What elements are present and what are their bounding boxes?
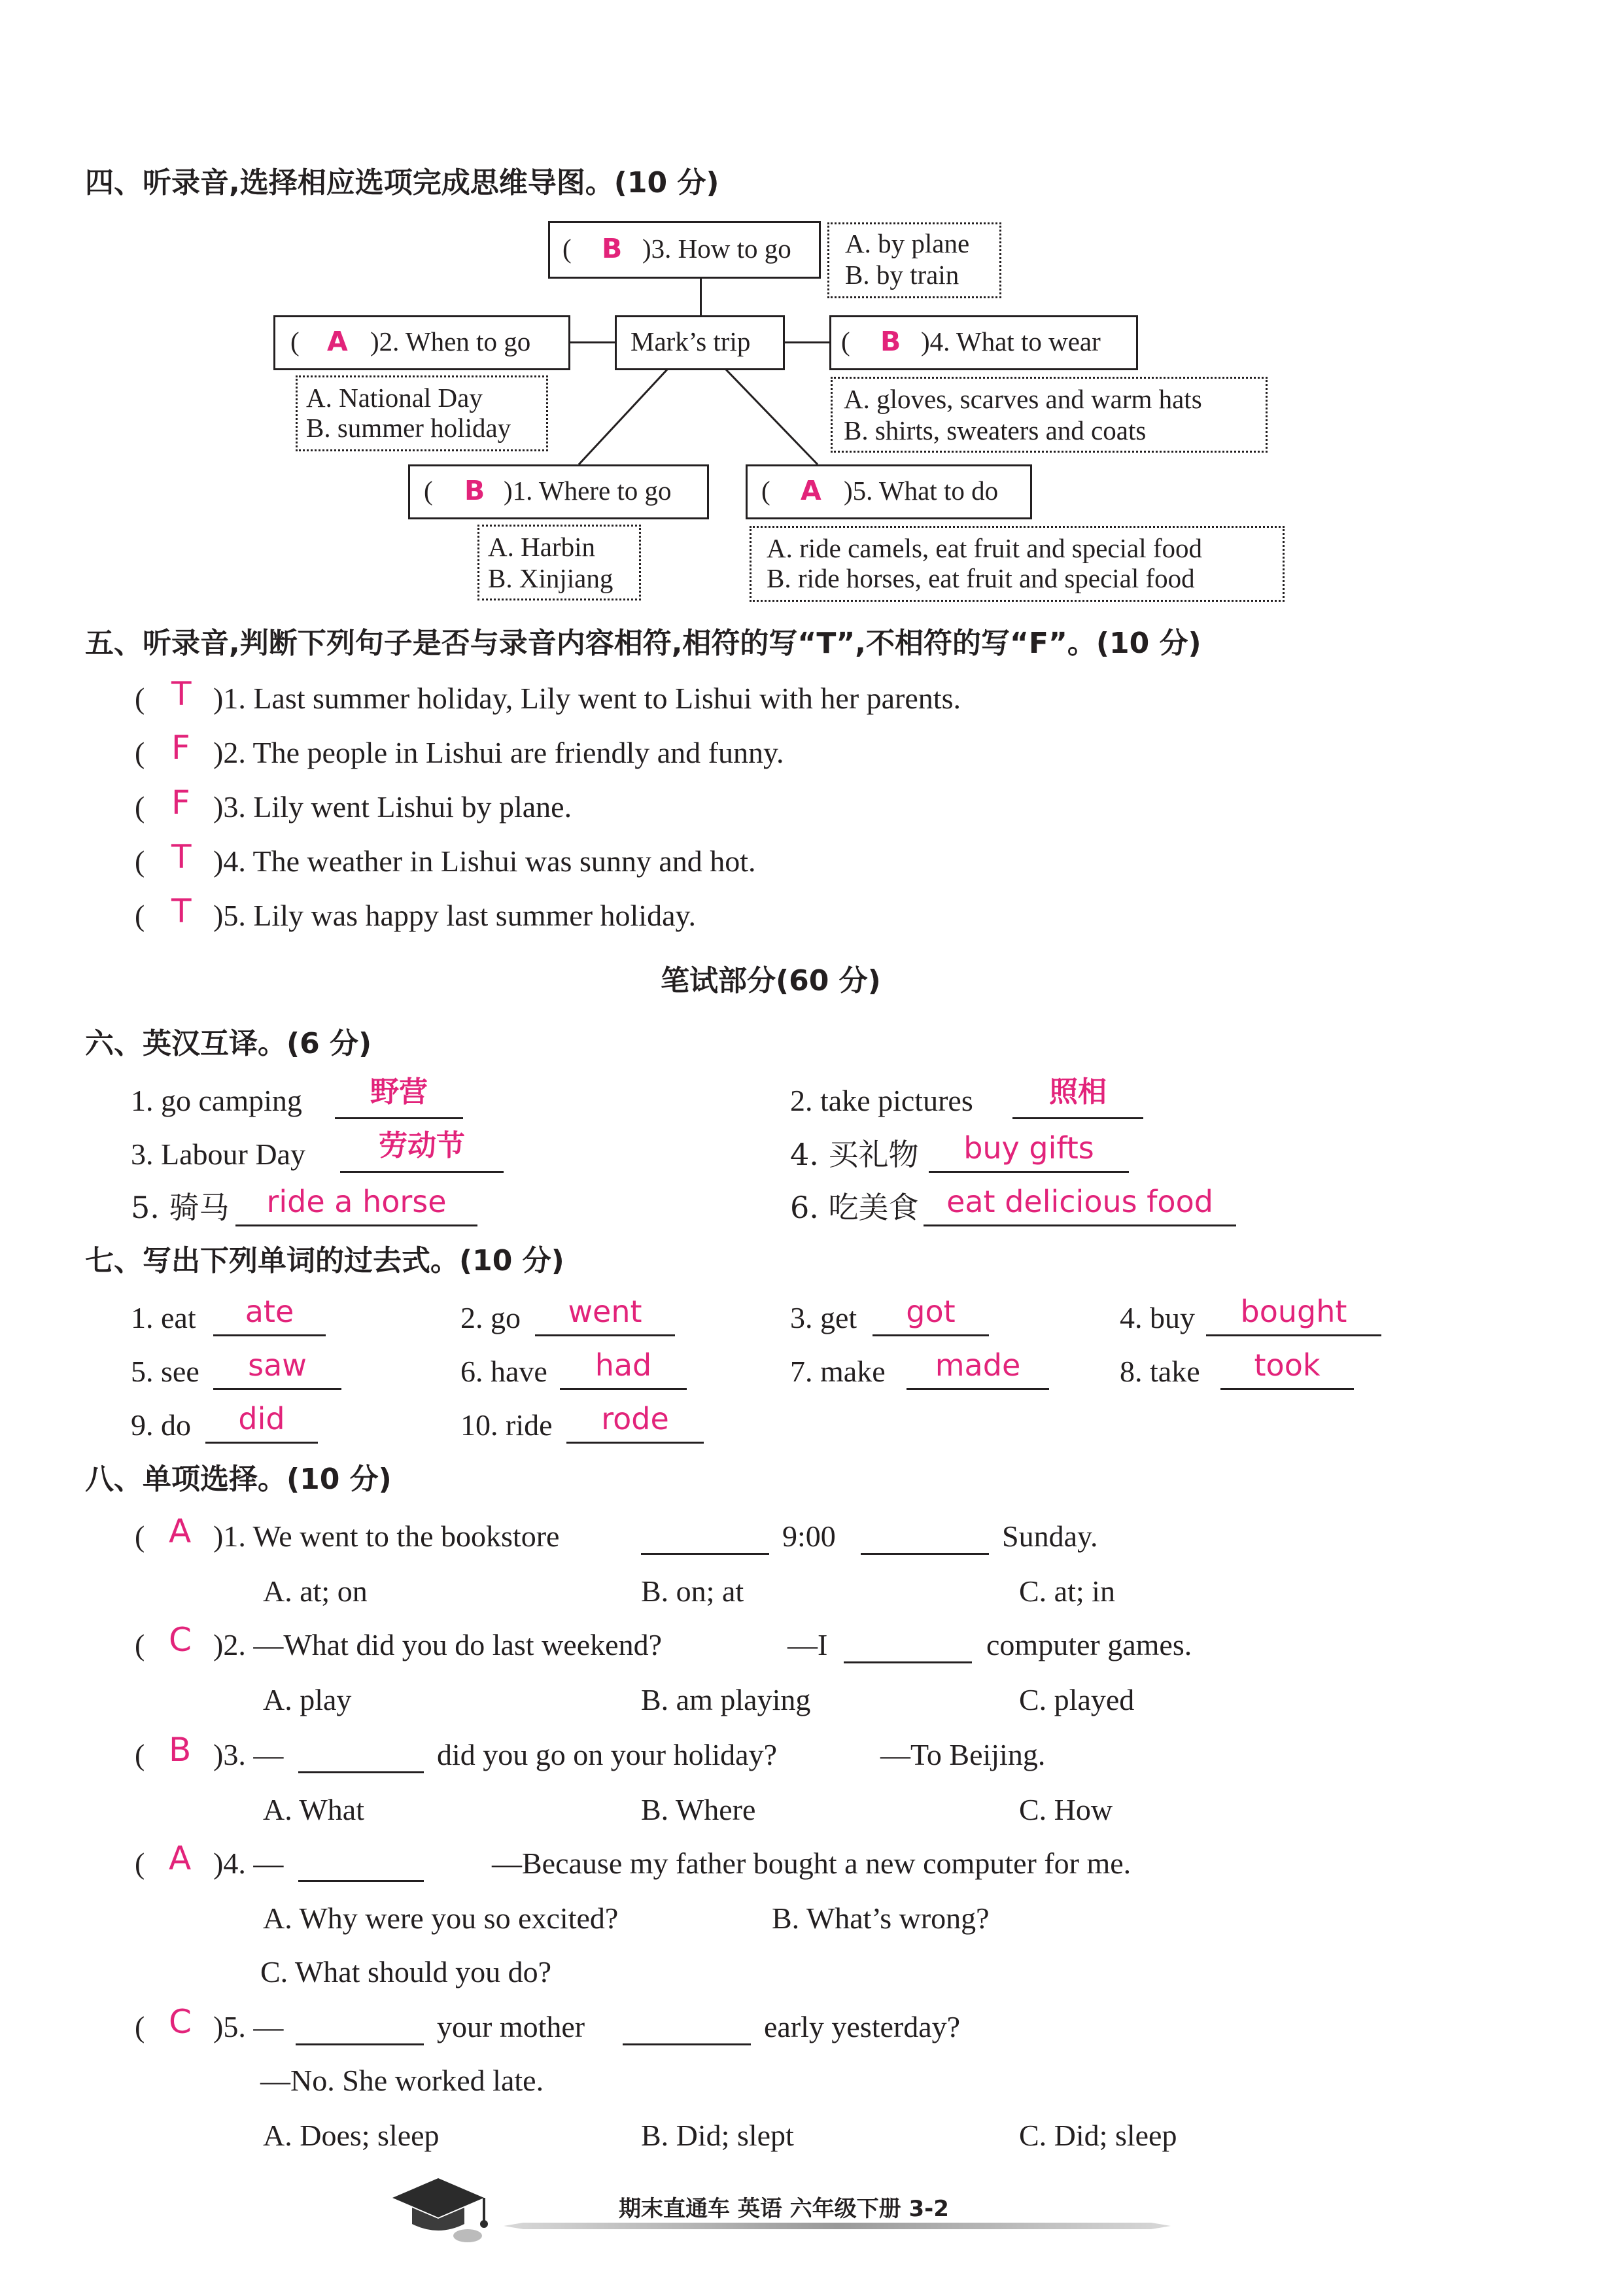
option-text: A. ride camels, eat fruit and special food: [767, 533, 1202, 563]
word-prompt: 9. do: [131, 1408, 191, 1442]
option-text: A. Harbin: [488, 532, 595, 562]
option-text: B. by train: [845, 260, 959, 290]
mc-option[interactable]: C. How: [1019, 1793, 1113, 1826]
node-label: )4. What to wear: [921, 326, 1101, 356]
answer-blank[interactable]: [340, 1171, 504, 1173]
past-tense-answer: got: [906, 1294, 956, 1329]
mc-question: )2. —What did you do last weekend?: [213, 1628, 662, 1661]
answer-blank[interactable]: [560, 1388, 687, 1390]
answer-blank[interactable]: [844, 1661, 972, 1663]
past-tense-answer: saw: [248, 1347, 307, 1383]
mc-question: )1. We went to the bookstore: [213, 1519, 560, 1553]
past-tense-answer: had: [595, 1347, 652, 1383]
node-answer: B: [602, 233, 623, 264]
translate-prompt: 5. 骑马: [131, 1190, 230, 1225]
mc-option[interactable]: B. Did; slept: [641, 2119, 794, 2152]
mc-question-part: computer games.: [986, 1628, 1192, 1661]
answer-blank[interactable]: [924, 1224, 1236, 1226]
mc-option[interactable]: C. played: [1019, 1683, 1135, 1716]
mc-reply: —Because my father bought a new computer for me.: [492, 1847, 1132, 1880]
answer-blank[interactable]: [1012, 1117, 1143, 1119]
option-text: B. summer holiday: [306, 413, 511, 443]
answer-blank[interactable]: [861, 1553, 989, 1555]
answer-blank[interactable]: [907, 1388, 1049, 1390]
answer-blank[interactable]: [235, 1224, 477, 1226]
word-prompt: 5. see: [131, 1355, 199, 1388]
word-prompt: 3. get: [790, 1301, 857, 1334]
mc-question-part: did you go on your holiday?: [437, 1738, 777, 1771]
mc-option[interactable]: A. Why were you so excited?: [263, 1901, 619, 1935]
translate-answer: 野营: [370, 1075, 428, 1109]
option-text: B. ride horses, eat fruit and special food: [767, 563, 1195, 593]
node-paren: (: [761, 476, 770, 506]
word-prompt: 1. eat: [131, 1301, 196, 1334]
translate-prompt: 2. take pictures: [790, 1084, 973, 1117]
node-label: )2. When to go: [370, 326, 531, 356]
option-text: B. shirts, sweaters and coats: [844, 415, 1147, 445]
mc-reply: —No. She worked late.: [260, 2064, 544, 2097]
tf-statement: )3. Lily went Lishui by plane.: [213, 790, 572, 824]
answer-blank[interactable]: [1206, 1334, 1381, 1336]
answer-blank[interactable]: [298, 1880, 424, 1882]
section7-heading: 七、写出下列单词的过去式。(10 分): [85, 1244, 564, 1277]
mc-question-part: your mother: [437, 2010, 585, 2043]
paren: (: [135, 1738, 145, 1771]
tf-statement: )4. The weather in Lishui was sunny and hot.: [213, 844, 756, 878]
tf-statement: )5. Lily was happy last summer holiday.: [213, 899, 696, 932]
node-label: )3. How to go: [642, 234, 791, 264]
answer-blank[interactable]: [213, 1334, 326, 1336]
mc-question: )4. —: [213, 1847, 284, 1880]
node-answer: A: [801, 475, 821, 506]
translate-prompt: 3. Labour Day: [131, 1137, 305, 1171]
translate-answer: ride a horse: [266, 1184, 447, 1219]
node-paren: (: [562, 234, 572, 264]
node-answer: B: [464, 475, 485, 506]
mc-answer: B: [169, 1731, 192, 1769]
tf-answer: F: [171, 784, 190, 822]
paren: (: [135, 790, 145, 824]
footer-rule: [504, 2221, 1171, 2231]
tf-answer: T: [171, 675, 192, 713]
mc-option[interactable]: A. Does; sleep: [263, 2119, 440, 2152]
node-label: )5. What to do: [844, 476, 999, 506]
mc-option[interactable]: B. am playing: [641, 1683, 811, 1716]
translate-answer: 照相: [1049, 1075, 1107, 1109]
word-prompt: 6. have: [460, 1355, 547, 1388]
paren: (: [135, 844, 145, 878]
tf-statement: )2. The people in Lishui are friendly and funny.: [213, 736, 784, 769]
paren: (: [135, 682, 145, 715]
node-paren: (: [290, 326, 300, 356]
mc-option[interactable]: B. Where: [641, 1793, 756, 1826]
tf-answer: F: [171, 729, 190, 767]
written-part-title: 笔试部分(60 分): [661, 964, 881, 998]
translate-answer: buy gifts: [963, 1130, 1094, 1166]
past-tense-answer: took: [1254, 1347, 1321, 1383]
word-prompt: 8. take: [1120, 1355, 1200, 1388]
section8-heading: 八、单项选择。(10 分): [85, 1463, 392, 1496]
answer-blank[interactable]: [205, 1442, 318, 1444]
paren: (: [135, 1847, 145, 1880]
mc-option[interactable]: A. play: [263, 1683, 352, 1716]
mc-option[interactable]: C. What should you do?: [260, 1955, 552, 1988]
answer-blank[interactable]: [298, 1771, 424, 1773]
mc-answer: A: [169, 1512, 192, 1550]
translate-prompt: 1. go camping: [131, 1084, 302, 1117]
mc-option[interactable]: C. at; in: [1019, 1574, 1115, 1608]
past-tense-answer: rode: [601, 1401, 669, 1436]
past-tense-answer: ate: [245, 1294, 294, 1329]
answer-blank[interactable]: [929, 1171, 1129, 1173]
mc-answer: C: [169, 2003, 192, 2041]
answer-blank[interactable]: [566, 1442, 704, 1444]
tf-answer: T: [171, 838, 192, 876]
answer-blank[interactable]: [872, 1334, 989, 1336]
paren: (: [135, 1519, 145, 1553]
section5-heading: 五、听录音,判断下列句子是否与录音内容相符,相符的写“T”,不相符的写“F”。(10 分): [85, 627, 1201, 660]
translate-prompt: 6. 吃美食: [790, 1190, 919, 1225]
graduation-cap-icon: [386, 2172, 491, 2244]
mc-question-part: 9:00: [782, 1519, 836, 1553]
past-tense-answer: went: [568, 1294, 642, 1329]
mc-option[interactable]: B. on; at: [641, 1574, 744, 1608]
past-tense-answer: did: [238, 1401, 285, 1436]
option-text: A. by plane: [845, 228, 970, 258]
paren: (: [135, 2010, 145, 2043]
answer-blank[interactable]: [1220, 1388, 1354, 1390]
mc-question-part: Sunday.: [1002, 1519, 1098, 1553]
mindmap-center-label: Mark’s trip: [631, 326, 751, 356]
translate-prompt: 4. 买礼物: [790, 1137, 919, 1172]
option-text: A. gloves, scarves and warm hats: [844, 384, 1202, 414]
word-prompt: 2. go: [460, 1301, 521, 1334]
mc-question: )5. —: [213, 2010, 284, 2043]
mc-answer: A: [169, 1839, 192, 1877]
node-answer: A: [327, 326, 348, 357]
answer-blank[interactable]: [335, 1117, 463, 1119]
node-paren: (: [424, 476, 433, 506]
tf-answer: T: [171, 892, 192, 930]
node-paren: (: [841, 326, 850, 356]
mc-question-part: —I: [787, 1628, 828, 1661]
node-answer: B: [880, 326, 901, 357]
mc-answer: C: [169, 1621, 192, 1659]
node-label: )1. Where to go: [504, 476, 672, 506]
paren: (: [135, 899, 145, 932]
mc-question: )3. —: [213, 1738, 284, 1771]
answer-blank[interactable]: [213, 1388, 341, 1390]
word-prompt: 7. make: [790, 1355, 886, 1388]
mc-option[interactable]: B. What’s wrong?: [772, 1901, 990, 1935]
paren: (: [135, 1628, 145, 1661]
answer-blank[interactable]: [535, 1334, 675, 1336]
answer-blank[interactable]: [641, 1553, 769, 1555]
paren: (: [135, 736, 145, 769]
option-text: B. Xinjiang: [488, 563, 613, 593]
footer-text: 期末直通车 英语 六年级下册 3-2: [619, 2196, 949, 2222]
section4-heading: 四、听录音,选择相应选项完成思维导图。(10 分): [85, 166, 719, 200]
mc-question-part: early yesterday?: [764, 2010, 961, 2043]
past-tense-answer: made: [935, 1347, 1021, 1383]
answer-blank[interactable]: [296, 2043, 424, 2045]
mc-reply: —To Beijing.: [880, 1738, 1046, 1771]
mc-option[interactable]: A. at; on: [263, 1574, 368, 1608]
translate-answer: eat delicious food: [946, 1184, 1213, 1219]
past-tense-answer: bought: [1240, 1294, 1347, 1329]
translate-answer: 劳动节: [379, 1129, 465, 1162]
mc-option[interactable]: A. What: [263, 1793, 365, 1826]
tf-statement: )1. Last summer holiday, Lily went to Lishui with her parents.: [213, 682, 961, 715]
section6-heading: 六、英汉互译。(6 分): [85, 1027, 372, 1060]
word-prompt: 10. ride: [460, 1408, 553, 1442]
answer-blank[interactable]: [623, 2043, 751, 2045]
mc-option[interactable]: C. Did; sleep: [1019, 2119, 1177, 2152]
word-prompt: 4. buy: [1120, 1301, 1195, 1334]
option-text: A. National Day: [306, 383, 483, 413]
